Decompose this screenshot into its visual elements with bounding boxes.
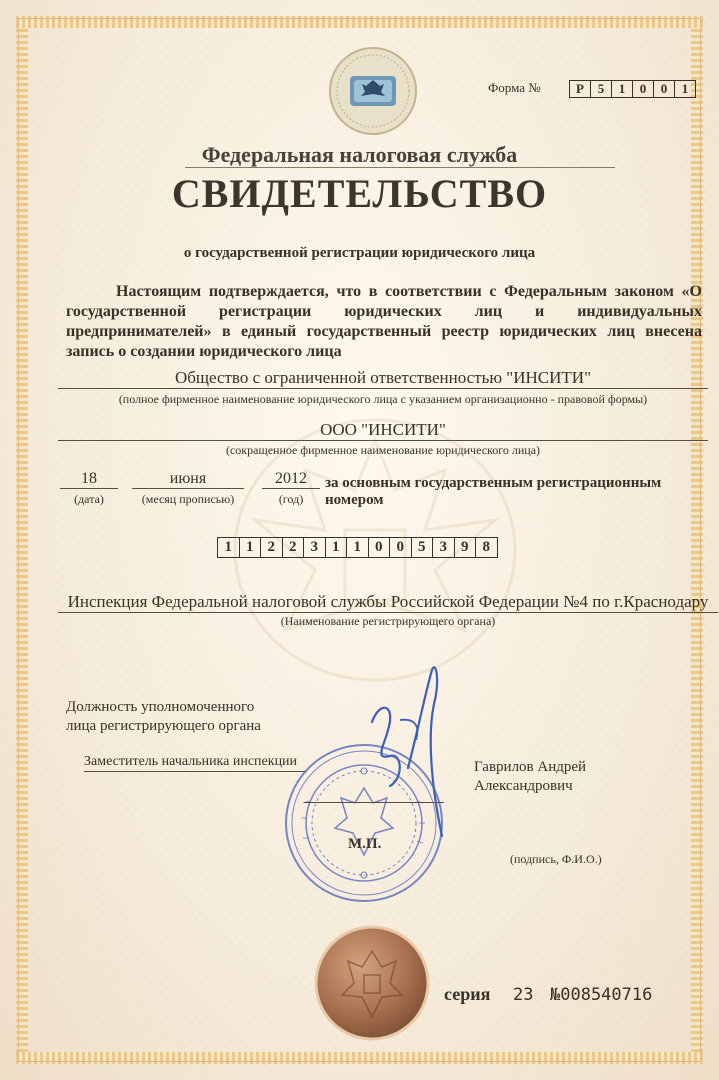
company-short-name-caption: (сокращенное фирменное наименование юридического лица) — [225, 443, 541, 457]
company-full-name-caption: (полное фирменное наименование юридического лица с указанием организационно - правовой формы) — [118, 392, 648, 406]
registration-day-caption: (дата) — [74, 492, 104, 506]
official-name-line: Александрович — [474, 778, 573, 794]
company-full-name: Общество с ограниченной ответственностью "ИНСИТИ" — [58, 368, 708, 389]
ogrn-digit: 8 — [475, 537, 498, 558]
document-title: СВИДЕТЕЛЬСТВО — [171, 171, 548, 216]
statement-paragraph: Настоящим подтверждается, что в соответствии с Федеральным законом «О государственной регистрации юридических лиц и индивидуальных предпринимателей» в единый государственный реестр юридических лиц внесена запись о создании юридического лица — [66, 283, 702, 360]
form-code-cell: 0 — [632, 80, 654, 98]
registration-day: 18 — [60, 470, 118, 489]
ogrn-digit: 2 — [260, 537, 283, 558]
ogrn-digit: 1 — [217, 537, 240, 558]
stamp-place-label: М.П. — [348, 836, 382, 852]
document-subtitle: о государственной регистрации юридического лица — [183, 245, 536, 261]
hologram-emblem — [328, 46, 418, 136]
form-code-cell: 1 — [611, 80, 633, 98]
series-value: 23 — [513, 985, 534, 1005]
ogrn-digit: 0 — [368, 537, 391, 558]
position-underline — [84, 771, 306, 772]
form-number-label: Форма № — [488, 80, 541, 95]
form-code-cell: 5 — [590, 80, 612, 98]
official-position-label — [66, 698, 261, 736]
ogrn-label: за основным государственным регистрационным номером — [325, 475, 662, 508]
signature-caption: (подпись, Ф.И.О.) — [510, 852, 602, 866]
position-label-line: Должность уполномоченного — [66, 699, 255, 715]
series-label: серия — [444, 984, 491, 1004]
bronze-seal — [314, 925, 430, 1041]
official-name-line: Гаврилов Андрей — [474, 759, 587, 775]
registration-year-caption: (год) — [278, 492, 304, 506]
ogrn-digit: 3 — [303, 537, 326, 558]
form-code-cell: 1 — [674, 80, 696, 98]
ogrn-digit: 5 — [411, 537, 434, 558]
form-code-cell: Р — [569, 80, 591, 98]
ogrn-number-cells — [218, 537, 498, 558]
form-number-cells — [570, 80, 696, 98]
position-label-line: лица регистрирующего органа — [66, 718, 261, 734]
company-short-name: ООО "ИНСИТИ" — [58, 420, 708, 441]
ogrn-digit: 1 — [239, 537, 262, 558]
registering-authority: Инспекция Федеральной налоговой службы Российской Федерации №4 по г.Краснодару — [58, 592, 718, 613]
official-name — [474, 758, 586, 796]
registering-authority-caption: (Наименование регистрирующего органа) — [280, 614, 496, 628]
blank-number: №008540716 — [550, 985, 653, 1005]
ogrn-digit: 9 — [454, 537, 477, 558]
ogrn-digit: 3 — [432, 537, 455, 558]
registration-month: июня — [132, 470, 244, 489]
registration-year: 2012 — [262, 470, 320, 489]
ogrn-digit: 0 — [389, 537, 412, 558]
ogrn-digit: 2 — [282, 537, 305, 558]
agency-underline — [185, 167, 615, 168]
agency-name: Федеральная налоговая служба — [201, 142, 518, 167]
ogrn-digit: 1 — [346, 537, 369, 558]
handwritten-signature — [360, 660, 470, 840]
form-code-cell: 0 — [653, 80, 675, 98]
ogrn-digit: 1 — [325, 537, 348, 558]
official-position: Заместитель начальника инспекции — [84, 754, 298, 769]
registration-month-caption: (месяц прописью) — [141, 492, 235, 506]
